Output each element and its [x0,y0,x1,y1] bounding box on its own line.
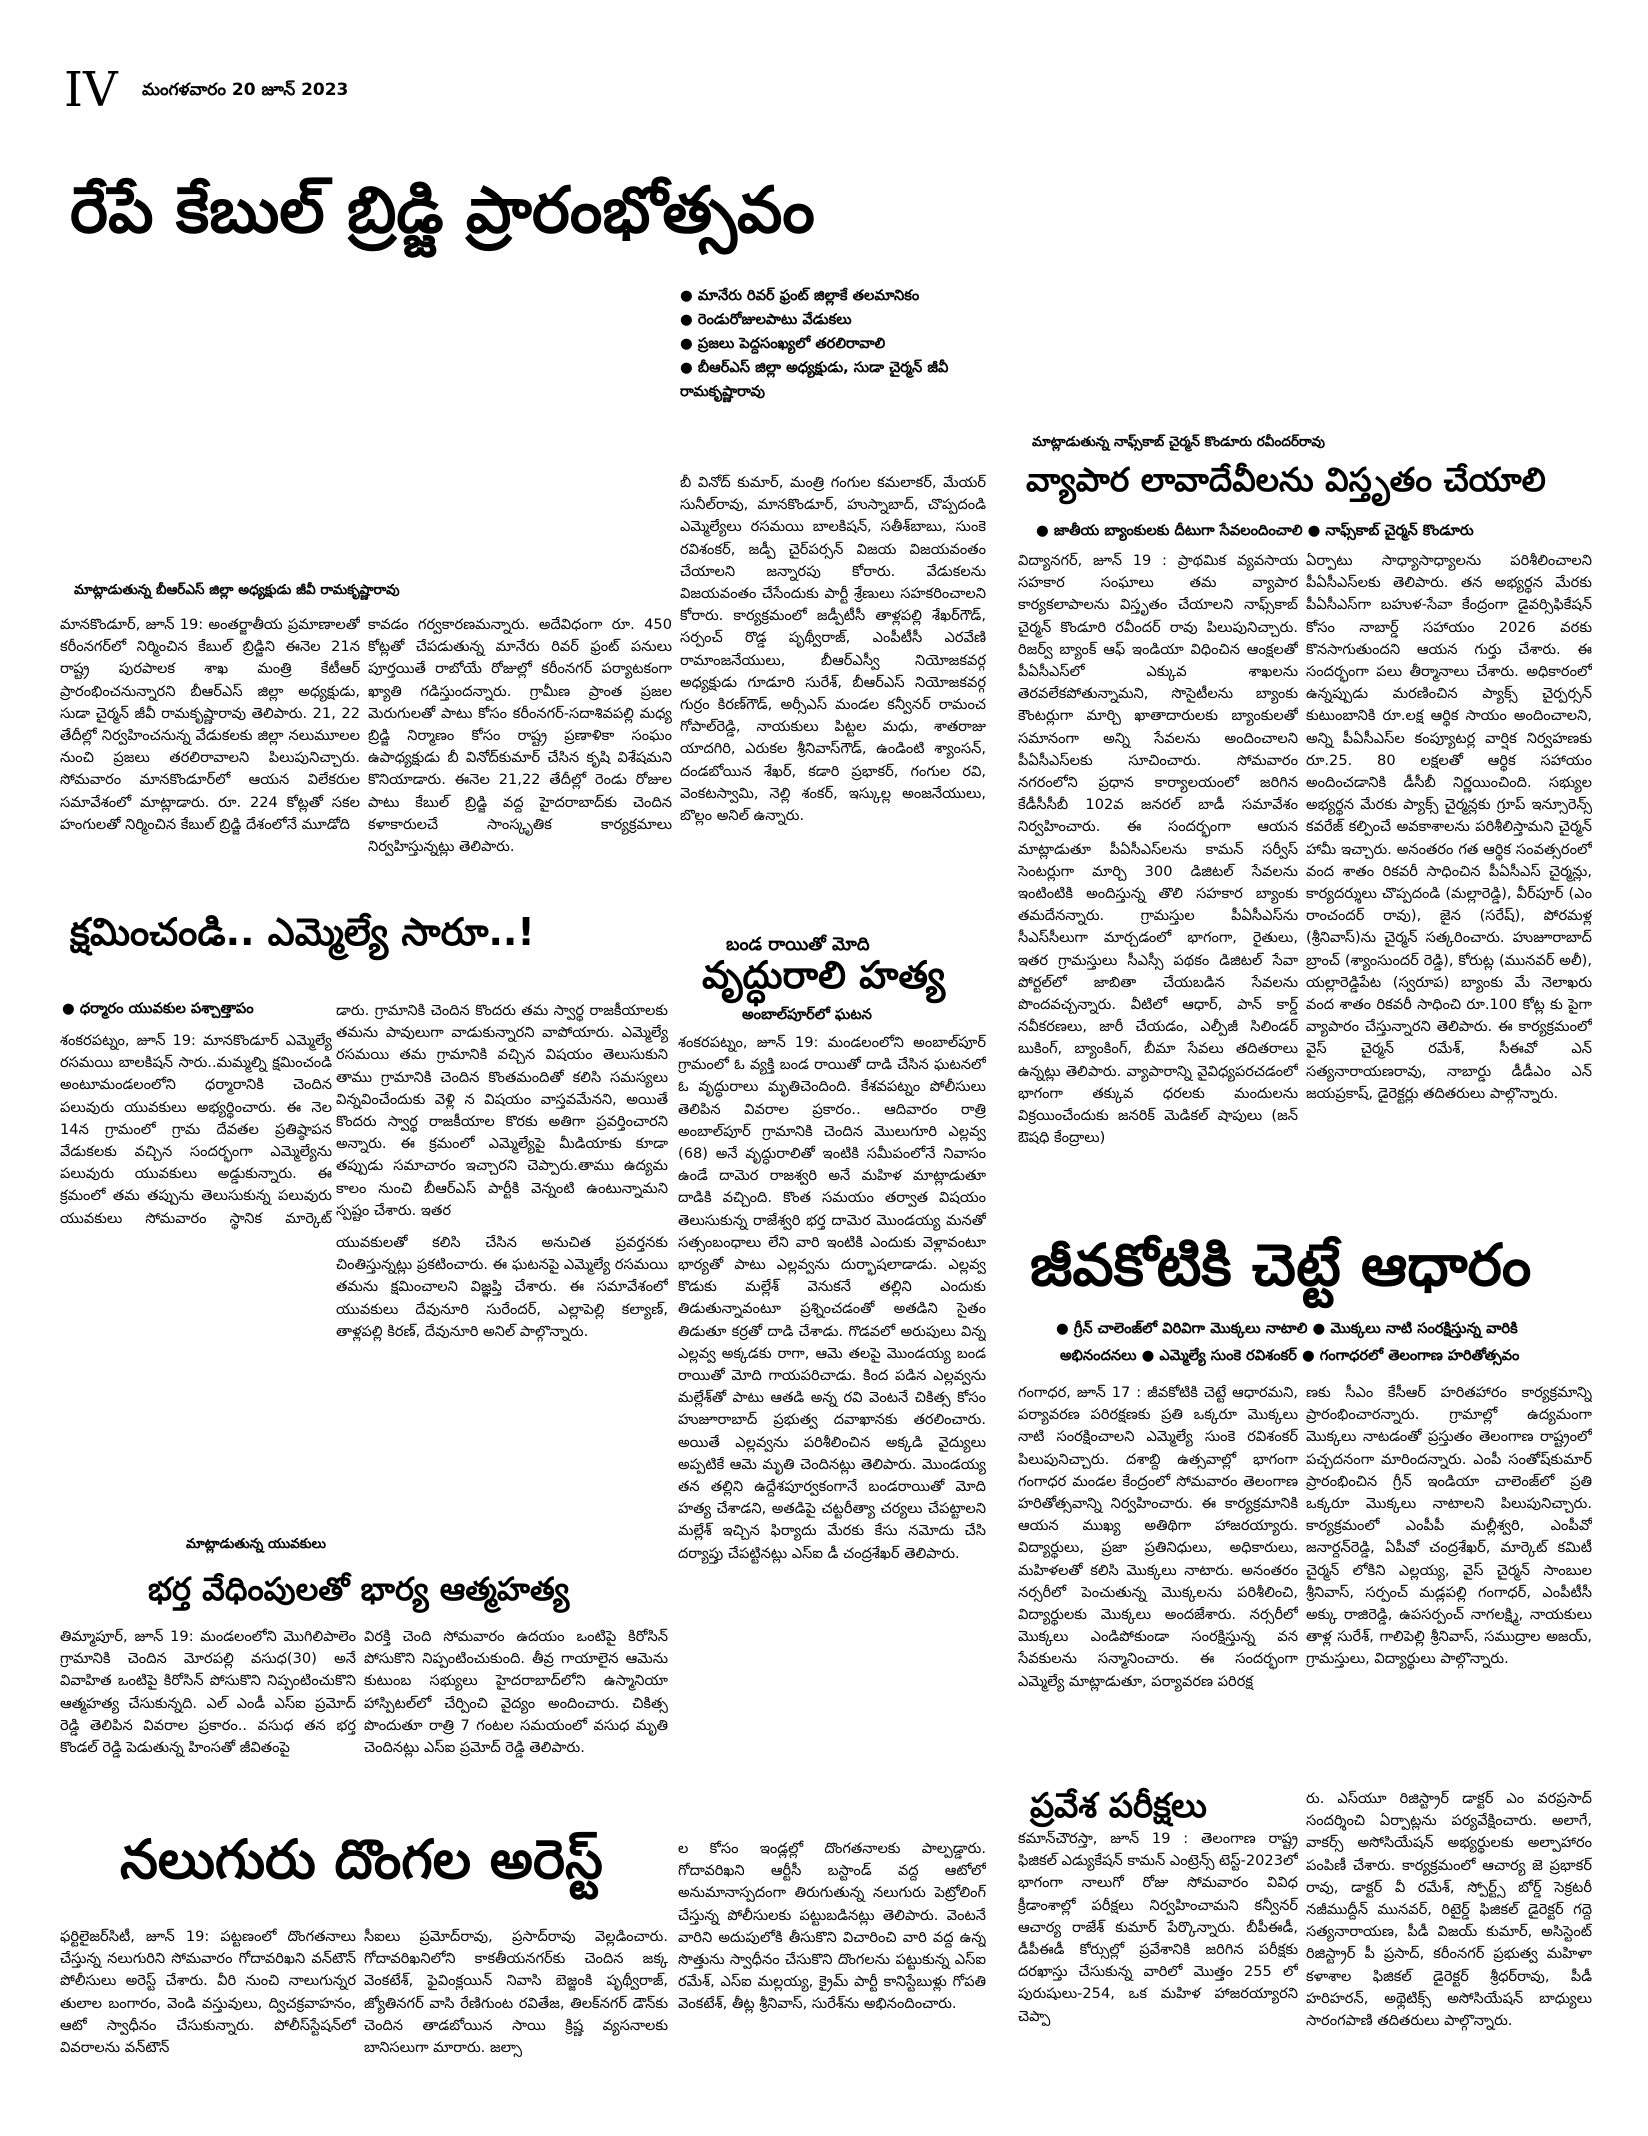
photo-youths [60,1230,328,1530]
story-body-col: సీఐలు ప్రమోద్‌రావు, ప్రసాద్‌రావు వెల్లడించారు. గోదావరిఖనిలోని కాకతీయనగర్‌కు చెందిన జక్క వెంకటేశ్, ఫైవింక్లయిన్ నివాసి బెజ్జంకి పృథ్వీరాజ్, జ్యోతినగర్ వాసి రేణిగుంట రవితేజ, తిలక్‌నగర్ డౌన్‌కు చెందిన తాడబోయిన సాయి క్రిష్ణ వ్యసనాలకు బానిసలుగా మారారు. జల్సా [364,1928,668,2057]
story-body-col: ఫర్టిలైజర్‌సిటీ, జూన్ 19: పట్టణంలో దొంగతనాలు చేస్తున్న నలుగురిని సోమవారం గోదావరిఖని వన్‌టౌన్ పోలీసులు అరెస్ట్ చేశారు. వీరి నుంచి నాలుగున్నర తులాల బంగారం, వెండి వస్తువులు, ద్విచక్రవాహనం, ఆటో స్వాధీనం చేసుకున్నారు. పోలీస్‌స్టేషన్‌లో వివరాలను వన్‌టౌన్ [60,1928,356,2057]
highlight-trees: ● గ్రీన్ చాలెంజ్‌లో విరివిగా మొక్కలు నాటాలి ● మొక్కలు నాటి సంరక్షిస్తున్న వారికి [1056,1320,1518,1337]
subhead: అంబాల్‌పూర్‌లో ఘటన [742,1006,872,1023]
highlight-item: ● మానేరు రివర్ ఫ్రంట్ జిల్లాకే తలమానికం [680,284,980,308]
story-body-col: శంకరపట్నం, జూన్ 19: మండలంలోని అంబాల్‌పూర్ గ్రామంలో ఓ వ్యక్తి బండ రాయితో దాడి చేసిన ఘటనలో ఓ వృద్ధురాలు మృతిచెందింది. కేశవపట్నం పోలీసులు తెలిపిన వివరాల ప్రకారం.. ఆదివారం రాత్రి అంబాల్‌పూర్ గ్రామానికి చెందిన మొలుగూరి ఎల్లవ్వ (68) అనే వృద్ధురాలితో ఇంటికి సమీపంలోనే నివాసం ఉండే దామెర రాజశ్వరి అనే మహిళ మాట్లాడుతూ దాడికి వచ్చింది. కొంత సమయం తర్వాత విషయం తెలుసుకున్న రాజేశ్వరి భర్త దామెర మొండయ్య మనతో సత్సంబంధాలు లేని వారి ఇంటికి ఎందుకు వెళ్లావంటూ భార్యతో పాటు ఎల్లవ్వను దుర్భాషలాడాడు. ఎల్లవ్వ కొడుకు మల్లేశ్ వెనుకనే తల్లిని ఎందుకు తిడుతున్నావంటూ ప్రశ్నించడంతో అతడిని సైతం తిడుతూ కర్రతో దాడి చేశాడు. గొడవలో అరుపులు విన్న ఎల్లవ్వ అక్కడకు రాగా, ఆమె తలపై మొండయ్య బండ రాయితో మోది గాయపరిచాడు. కింద పడిన ఎల్లవ్వను మల్లేశ్‌తో పాటు ఆతడి అన్న రవి వెంటనే చికిత్స కోసం హుజూరాబాద్ ప్రభుత్వ దవాఖానకు తరలించారు. అయితే ఎల్లవ్వను పరిశీలించిన అక్కడి వైద్యులు అప్పటికే ఆమె మృతి చెందినట్లు తెలిపారు. మొండయ్య తన తల్లిని ఉద్దేశపూర్వకంగానే బండరాయితో మోది హత్య చేశాడని, అతడిపై చట్టరీత్యా చర్యలు చేపట్టాలని మల్లేశ్ ఇచ్చిన ఫిర్యాదు మేరకు కేసు నమోదు చేసి దర్యాప్తు చేపట్టినట్లు ఎస్ఐ డీ చంద్రశేఖర్ తెలిపారు. [678,1034,986,1562]
headline-thieves: నలుగురు దొంగల అరెస్ట్ [120,1828,603,1891]
story-body-col: గంగాధర, జూన్ 17 : జీవకోటికి చెట్టే ఆధారమని, పర్యావరణ పరిరక్షణకు ప్రతి ఒక్కరూ మొక్కలు నాటి సంరక్షించాలని ఎమ్మెల్యే సుంకె రవిశంకర్ పిలుపునిచ్చారు. దశాబ్ది ఉత్సవాల్లో భాగంగా గంగాధర మండల కేంద్రంలో సోమవారం తెలంగాణ హరితోత్సవాన్ని నిర్వహించారు. ఈ కార్యక్రమానికి ఆయన ముఖ్య అతిథిగా హాజరయ్యారు. విద్యార్థులు, ప్రజా ప్రతినిధులు, అధికారులు, మహిళలతో కలిసి మొక్కలు నాటారు. అనంతరం నర్సరీలో పెంచుతున్న మొక్కలను పరిశీలించి, విద్యార్థులకు మొక్కలు అందజేశారు. నర్సరీలో మొక్కలు ఎండిపోకుండా సంరక్షిస్తున్న వన సేవకులను సన్మానించారు. ఈ సందర్భంగా ఎమ్మెల్యే మాట్లాడుతూ, పర్యావరణ పరిరక్ష [1018,1384,1298,1690]
story-body-col: మానకొండూర్, జూన్ 19: అంతర్జాతీయ ప్రమాణాలతో కరీంనగర్‌లో నిర్మించిన కేబుల్ బ్రిడ్జిని ఈనెల 21న రాష్ట్ర పురపాలక శాఖ మంత్రి కేటీఆర్ ప్రారంభించనున్నారని బీఆర్ఎస్ జిల్లా అధ్యక్షుడు, సుడా చైర్మన్ జీవీ రామకృష్ణారావు తెలిపారు. 21, 22 తేదీల్లో నిర్వహించనున్న వేడుకలకు జిల్లా నలుమూలల నుంచి ప్రజలు తరలిరావాలని పిలుపునిచ్చారు. సోమవారం మానకొండూర్‌లో ఆయన విలేకరుల సమావేశంలో మాట్లాడారు. రూ. 224 కోట్లతో సకల హంగులతో నిర్మించిన కేబుల్ బ్రిడ్జి దేశంలోనే మూడోది [60,616,360,833]
headline-entrance-tests: ప్రవేశ పరీక్షలు [1030,1786,1207,1826]
highlight-text: గ్రీన్ చాలెంజ్‌లో విరివిగా మొక్కలు నాటాలి ● మొక్కలు నాటి సంరక్షిస్తున్న వారికి [1073,1320,1518,1337]
photo-caption: మాట్లాడుతున్న బీఆర్ఎస్ జిల్లా అధ్యక్షుడు జీవీ రామకృష్ణారావు [74,582,400,598]
highlight-item: ● రెండురోజులపాటు వేడుకలు [680,308,980,332]
story-body-col: శంకరపట్నం, జూన్ 19: మానకొండూర్ ఎమ్మెల్యే రసమయి బాలకిషన్ సారు..మమ్మల్ని క్షమించండి అంటూమండలంలోని ధర్మారానికి చెందిన పలువురు యువకులు అభ్యర్థించారు. ఈ నెల 14న గ్రామంలో గ్రామ దేవతల ప్రతిష్ఠాపన వేడుకలకు వచ్చిన సందర్భంగా ఎమ్మెల్యేను పలువురు యువకులు అడ్డుకున్నారు. ఈ క్రమంలో తమ తప్పును తెలుసుకున్న పలువురు యువకులు సోమవారం స్థానిక మార్కెట్ [60,1032,332,1227]
story-body-col: ణకు సీఎం కేసీఆర్ హరితహారం కార్యక్రమాన్ని ప్రారంభించారన్నారు. గ్రామాల్లో ఉద్యమంగా మొక్కలు నాటడంతో ప్రస్తుతం తెలంగాణ రాష్ట్రంలో పచ్చదనంగా మారిందన్నారు. ఎంపీ సంతోష్‌కుమార్ ప్రారంభించిన గ్రీన్ ఇండియా చాలెంజ్‌లో ప్రతి ఒక్కరూ మొక్కలు నాటాలని పిలుపునిచ్చారు. కార్యక్రమంలో ఎంపీపీ మల్లీశ్వరి, ఎంపీవో జనార్దన్‌రెడ్డి, ఏపీవో చంద్రశేఖర్, మార్కెట్ కమిటీ చైర్మన్ లోకిని ఎల్లయ్య, వైస్ చైర్మన్ సాంబుల శ్రీనివాస్, సర్పంచ్ మడ్లపల్లి గంగాధర్, ఎంపీటీసీ అక్కు రాజిరెడ్డి, ఉపసర్పంచ్ నాగలక్ష్మి, నాయకులు తాళ్ల సురేశ్, గాలిపెల్లి శ్రీనివాస్, సముద్రాల అజయ్, గ్రామస్తులు, విద్యార్థులు పాల్గొన్నారు. [1306,1384,1592,1668]
story-body-col: ఏర్పాటు సాధ్యాసాధ్యాలను పరిశీలించాలని పీఏసీఎస్‌లకు తెలిపారు. తన అభ్యర్థన మేరకు పీఏసీఎస్‌గా బహుళ-సేవా కేంద్రంగా డైవర్సిఫికేషన్ కోసం నాబార్డ్ సహాయం 2026 వరకు కొనసాగుతుందని ఆయన గుర్తు చేశారు. ఈ సందర్భంగా పలు తీర్మానాలు చేశారు. అధికారంలో ఉన్నప్పుడు మరణించిన ప్యాక్స్ చైర్పర్సన్ కుటుంబానికి రూ.లక్ష ఆర్థిక సాయం అందించాలని, అన్ని పీఏసీఎస్‌ల కంప్యూటర్ల వార్షిక నిర్వహణకు రూ.25. 80 లక్షలతో ఆర్థిక సహాయం అందించడానికి డీసీబీ నిర్ణయించింది. సభ్యుల అభ్యర్థన మేరకు ప్యాక్స్ చైర్మన్లకు గ్రూప్ ఇన్సూరెన్స్ కవరేజ్ కల్పించే అవకాశాలను పరిశీలిస్తామని చైర్మన్ హామీ ఇచ్చారు. అనంతరం గత ఆర్థిక సంవత్సరంలో వంద శాతం రికవరీ సాధించిన పీఏసీఎస్ చైర్మన్లు, కార్యదర్శులు చొప్పదండి (మల్లారెడ్డి), వీర్‌పూర్ (ఎం రాంచందర్ రావు), జైన (సరేష్), పోరమళ్ల (శ్రీనివాస్)ను చైర్మన్ సత్కరించారు. హుజూరాబాద్ బ్రాంచ్ (శ్యాంసుందర్ రెడ్డి), కోరుట్ల (మునవర్ అలీ), యల్లారెడ్డిపేట (స్వరూప) బ్యాంకు మే నెలాఖరు వంద శాతం రికవరీ సాధించి రూ.100 కోట్ల కు పైగా వ్యాపారం చేస్తున్నారని తెలిపారు. ఈ కార్యక్రమంలో వైస్ చైర్మన్ రమేశ్, సీఈవో ఎన్ సత్యనారాయణరావు, నాబార్డు డీడీఎం ఎన్ జయప్రకాష్, డైరెక్టర్లు తదితరులు పాల్గొన్నారు. [1306,552,1592,1102]
highlight-text: ధర్మారం యువకుల పశ్చాత్తాపం [79,1000,254,1017]
photo-cable-bridge [64,280,674,580]
page-number: IV [64,62,118,118]
issue-date: మంగళవారం 20 జూన్ 2023 [142,80,349,100]
story-body-col: కావడం గర్వకారణమన్నారు. అదేవిధంగా రూ. 450 కోట్లతో చేపడుతున్న మానేరు రివర్ ఫ్రంట్ పనులు పూర్తయితే రాబోయే రోజుల్లో కరీంనగర్ పర్యాటకంగా ఖ్యాతి గడిస్తుందన్నారు. గ్రామీణ ప్రాంత ప్రజల మెరుగులతో పాటు కోసం కరీంనగర్-సదాశివపల్లి మధ్య బ్రిడ్జి నిర్మాణం కోసం రాష్ట్ర ప్రణాళికా సంఘం ఉపాధ్యక్షుడు బీ వినోద్‌కుమార్ చేసిన కృషి విశేషమని కొనియాడారు. ఈనెల 21,22 తేదీల్లో రెండు రోజుల పాటు కేబుల్ బ్రిడ్జి వద్ద హైదరాబాద్‌కు చెందిన కళాకారులచే సాంస్కృతిక కార్యక్రమాలు నిర్వహిస్తున్నట్లు తెలిపారు. [368,616,672,856]
photo-nafscob-chairman [1010,176,1590,426]
story-body-col: కమాన్‌చౌరస్తా, జూన్ 19 : తెలంగాణ రాష్ట్ర ఫిజికల్ ఎడ్యుకేషన్ కామన్ ఎంట్రెన్స్ టెస్ట్-2023లో భాగంగా నాలుగో రోజు సోమవారం వివిధ క్రీడాంశాల్లో పరీక్షలు నిర్వహించామని కన్వీనర్ ఆచార్య రాజేశ్ కుమార్ పేర్కొన్నారు. బీపీఈడీ, డీపీఈడీ కోర్సుల్లో ప్రవేశానికి జరిగిన పరీక్షకు దరఖాస్తు చేసుకున్న వారిలో మొత్తం 255 లో పురుషులు-254, ఒక మహిళ హాజరయ్యారని చెప్పా [1018,1830,1298,2025]
headline-business: వ్యాపార లావాదేవీలను విస్తృతం చేయాలి [1026,460,1546,499]
photo-caption: మాట్లాడుతున్న యువకులు [186,1536,326,1552]
story-body-col: రు. ఎస్‌యూ రిజిస్ట్రార్ డాక్టర్ ఎం వరప్రసాద్ సందర్శించి ఏర్పాట్లను పర్యవేక్షించారు. అలాగే, వాకర్స్ అసోసియేషన్ అభ్యర్థులకు అల్పాహారం పంపిణీ చేశారు. కార్యక్రమంలో ఆచార్య జె ప్రభాకర్ రావు, డాక్టర్ వీ రమేశ్, స్పోర్ట్స్ బోర్డ్ సెక్రటరీ నజీముద్దీన్ మునవర్, రిటైర్డ్ ఫిజికల్ డైరెక్టర్ గద్దె సత్యనారాయణ, పీడీ విజయ్ కుమార్, అసిస్టెంట్ రిజిస్ట్రార్ పీ ప్రసాద్, కరీంనగర్ ప్రభుత్వ మహిళా కళాశాల ఫిజికల్ డైరెక్టర్ శ్రీధర్‌రావు, పీడీ హరిహరన్, అథ్లెటిక్స్ అసోసియేషన్ బాధ్యులు సారంగపాణి తదితరులు పాల్గొన్నారు. [1306,1790,1592,2030]
headline-murder: వృద్ధురాలి హత్య [702,953,946,997]
headline-cable-bridge: రేపే కేబుల్ బ్రిడ్జి ప్రారంభోత్సవం [70,174,815,248]
highlight-text: జాతీయ బ్యాంకులకు దీటుగా సేవలందించాలి ● నాఫ్స్‌కాబ్ చైర్మన్ కొండూరు [1053,522,1474,539]
story-body-col: ల కోసం ఇండ్లల్లో దొంగతనాలకు పాల్పడ్డారు. గోదావరిఖని ఆర్టీసీ బస్టాండ్ వద్ద ఆటోలో అనుమానాస్పదంగా తిరుగుతున్న నలుగురు పెట్రోలింగ్ చేస్తున్న పోలీసులకు పట్టుబడినట్లు తెలిపారు. వెంటనే వారిని అదుపులోకి తీసుకొని విచారించి వారి వద్ద ఉన్న సొత్తును స్వాధీనం చేసుకొని దొంగలను పట్టుకున్న ఎస్ఐ రమేశ్, ఎస్ఐ మల్లయ్య, క్రైమ్ పార్టీ కానిస్టేబుళ్లు గోపతి వెంకటేశ్, తీట్ల శ్రీనివాస్, సురేశ్‌ను అభినందించారు. [678,1840,986,2013]
highlight-apology: ● ధర్మారం యువకుల పశ్చాత్తాపం [62,1000,254,1017]
highlight-business: ● జాతీయ బ్యాంకులకు దీటుగా సేవలందించాలి ● నాఫ్స్‌కాబ్ చైర్మన్ కొండూరు [1036,522,1474,539]
story-body-col: విద్యానగర్, జూన్ 19 : ప్రాథమిక వ్యవసాయ సహకార సంఘాలు తమ వ్యాపార కార్యకలాపాలను విస్తృతం చేయాలని నాఫ్స్‌కాబ్ చైర్మన్ కొండూరి రవీందర్ రావు పిలుపునిచ్చారు. రిజర్వ్ బ్యాంక్ ఆఫ్ ఇండియా విధించిన ఆంక్షలతో పీఏసీఎస్‌లో ఎక్కువ శాఖలను తెరవలేకపోతున్నామని, సొసైటీలను బ్యాంకు కౌంటర్లుగా మార్చి ఖాతాదారులకు బ్యాంకులతో సమానంగా అన్ని సేవలను అందించాలని పీఏసీఎస్‌లకు సూచించారు. సోమవారం నగరంలోని ప్రధాన కార్యాలయంలో జరిగిన కేడీసీసీబీ 102వ జనరల్ బాడీ సమావేశం నిర్వహించారు. ఈ సందర్భంగా ఆయన మాట్లాడుతూ పీఏసీఎస్‌లను కామన్ సర్వీస్ సెంటర్లుగా మార్చి 300 డిజిటల్ సేవలను ఇంటింటికి అందిస్తున్న తొలి సహకార బ్యాంకు తమదేనన్నారు. గ్రామస్తుల పీఏసీఎస్‌ను సీఎస్‌సీలుగా మార్చడంలో భాగంగా, రైతులు, ఇతర గ్రామస్తులు సీఎస్సీ పథకం డిజిటల్ సేవా పోర్టల్‌లో జాబితా చేయబడిన సేవలను పొందవచ్చన్నారు. వీటిలో ఆధార్, పాన్ కార్డ్ నవీకరణలు, జారీ చేయడం, ఎల్పీజీ సిలిండర్ బుకింగ్, బ్యాంకింగ్, బీమా సేవలు తదితరాలు ఉన్నట్లు తెలిపారు. వ్యాపారాన్ని వైవిధ్యపరచడంలో భాగంగా తక్కువ ధరలకు మందులను విక్రయించేందుకు జనరిక్ మెడికల్ షాపులు (జన్ ఔషధి కేంద్రాలు) [1018,552,1298,1147]
story-body-col: యువకులతో కలిసి చేసిన అనుచిత ప్రవర్తనకు చింతిస్తున్నట్లు ప్రకటించారు. ఈ ఘటనపై ఎమ్మెల్యే రసమయి తమను క్షమించాలని విజ్ఞప్తి చేశారు. ఈ సమావేశంలో యువకులు దేవునూరి సురేందర్, ఎల్లాపెల్లి కల్యాణ్, తాళ్లపల్లి కిరణ్, దేవునూరి అనిల్ పాల్గొన్నారు. [336,1234,668,1340]
headline-suicide: భర్త వేధింపులతో భార్య ఆత్మహత్య [148,1570,570,1608]
highlight-trees: అభినందనలు ● ఎమ్మెల్యే సుంకె రవిశంకర్ ● గంగాధరలో తెలంగాణ హరితోత్సవం [1060,1347,1520,1364]
headline-apology: క్షమించండి.. ఎమ్మెల్యే సారూ..! [70,910,535,954]
headline-trees: జీవకోటికి చెట్టే ఆధారం [1030,1231,1532,1299]
story-body-col: విరక్తి చెంది సోమవారం ఉదయం ఒంటిపై కిరోసిన్ పోసుకొని నిప్పంటించుకుంది. తీవ్ర గాయాలైన ఆమెను కుటుంబ సభ్యులు హైదరాబాద్‌లోని ఉస్మానియా హాస్పిటల్‌లో చేర్పించి వైద్యం అందించారు. చికిత్స పొందుతూ రాత్రి 7 గంటల సమయంలో వసుధ మృతి చెందినట్లు ఎస్ఐ ప్రమోద్ రెడ్డి తెలిపారు. [364,1628,668,1757]
highlight-item: ● బీఆర్ఎస్ జిల్లా అధ్యక్షుడు, సుడా చైర్మన్ జీవీ రామకృష్ణారావు [680,356,980,404]
story-body-col: బీ వినోద్ కుమార్, మంత్రి గంగుల కమలాకర్, మేయర్ సునీల్‌రావు, మానకొండూర్, హుస్నాబాద్, చొప్పదండి ఎమ్మెల్యేలు రసమయి బాలకిషన్, సతీశ్‌బాబు, సుంకె రవిశంకర్, జడ్పీ చైర్‌పర్సన్ విజయ విజయవంతం చేయాలని జన్నారపు కోరారు. వేడుకలను విజయవంతం చేసేందుకు పార్టీ శ్రేణులు సహకరించాలని కోరారు. కార్యక్రమంలో జడ్పీటీసీ తాళ్లపల్లి శేఖర్‌గౌడ్, సర్పంచ్ రొడ్డ పృథ్వీరాజ్, ఎంపీటీసీ ఎరవేణి రామాంజనేయులు, బీఆర్ఎస్వీ నియోజకవర్గ అధ్యక్షుడు గూడూరి సురేశ్, బీఆర్ఎస్ నియోజకవర్గ గుర్రం కిరణ్‌గౌడ్, అర్సీఎస్ మండల కన్వీనర్ రామంచ గోపాల్‌రెడ్డి, నాయకులు పిట్టల మధు, శాతరాజు యాదగిరి, ఎరుకల శ్రీనివాస్‌గౌడ్, ఉండింటి శ్యాంసన్, దండబోయిన శేఖర్, కడారి ప్రభాకర్, గంగుల రవి, వెంకటస్వామి, నెల్లి శంకర్, ఇస్కుల్ల అంజనేయులు, బొల్లం అనిల్ ఉన్నారు. [680,474,986,825]
story-body-col: తిమ్మాపూర్, జూన్ 19: మండలంలోని మొగిలిపాలెం గ్రామానికి చెందిన మోరపల్లి వసుధ(30) అనే వివాహిత ఒంటిపై కిరోసిన్ పోసుకొని నిప్పంటించుకొని ఆత్మహత్య చేసుకున్నది. ఎల్ ఎండీ ఎస్ఐ ప్రమోద్ రెడ్డి తెలిపిన వివరాల ప్రకారం.. వసుధ తన భర్త కొండల్ రెడ్డి పెడుతున్న హింసతో జీవితంపై [60,1628,356,1757]
kicker: బండ రాయితో మోది [726,934,870,955]
story-body-col: డారు. గ్రామానికి చెందిన కొందరు తమ స్వార్థ రాజకీయాలకు తమను పావులుగా వాడుకున్నారని వాపోయారు. ఎమ్మెల్యే రసమయి తమ గ్రామానికి వచ్చిన విషయం తెలుసుకుని తాము గ్రామానికి చెందిన కొంతమందితో కలిసి సమస్యలు విన్నవించేందుకు వెళ్లి న విషయం వాస్తవమేనని, అయితే కొందరు స్వార్థ రాజకీయాల కొరకు అతిగా ప్రవర్తించారని అన్నారు. ఈ క్రమంలో ఎమ్మెల్యేపై మీడియాకు కూడా తప్పుడు సమాచారం ఇచ్చారని చెప్పారు.తాము ఉద్యమ కాలం నుంచి బీఆర్ఎస్ పార్టీకి వెన్నంటి ఉంటున్నామని స్పష్టం చేశారు. ఇతర [336,1002,668,1219]
photo-caption: మాట్లాడుతున్న నాఫ్స్‌కాబ్ చైర్మన్ కొండూరు రవీందర్‌రావు [1032,434,1325,450]
highlight-item: ● ప్రజలు పెద్దసంఖ్యలో తరలిరావాలి [680,332,980,356]
highlights-cable-bridge [680,284,980,404]
